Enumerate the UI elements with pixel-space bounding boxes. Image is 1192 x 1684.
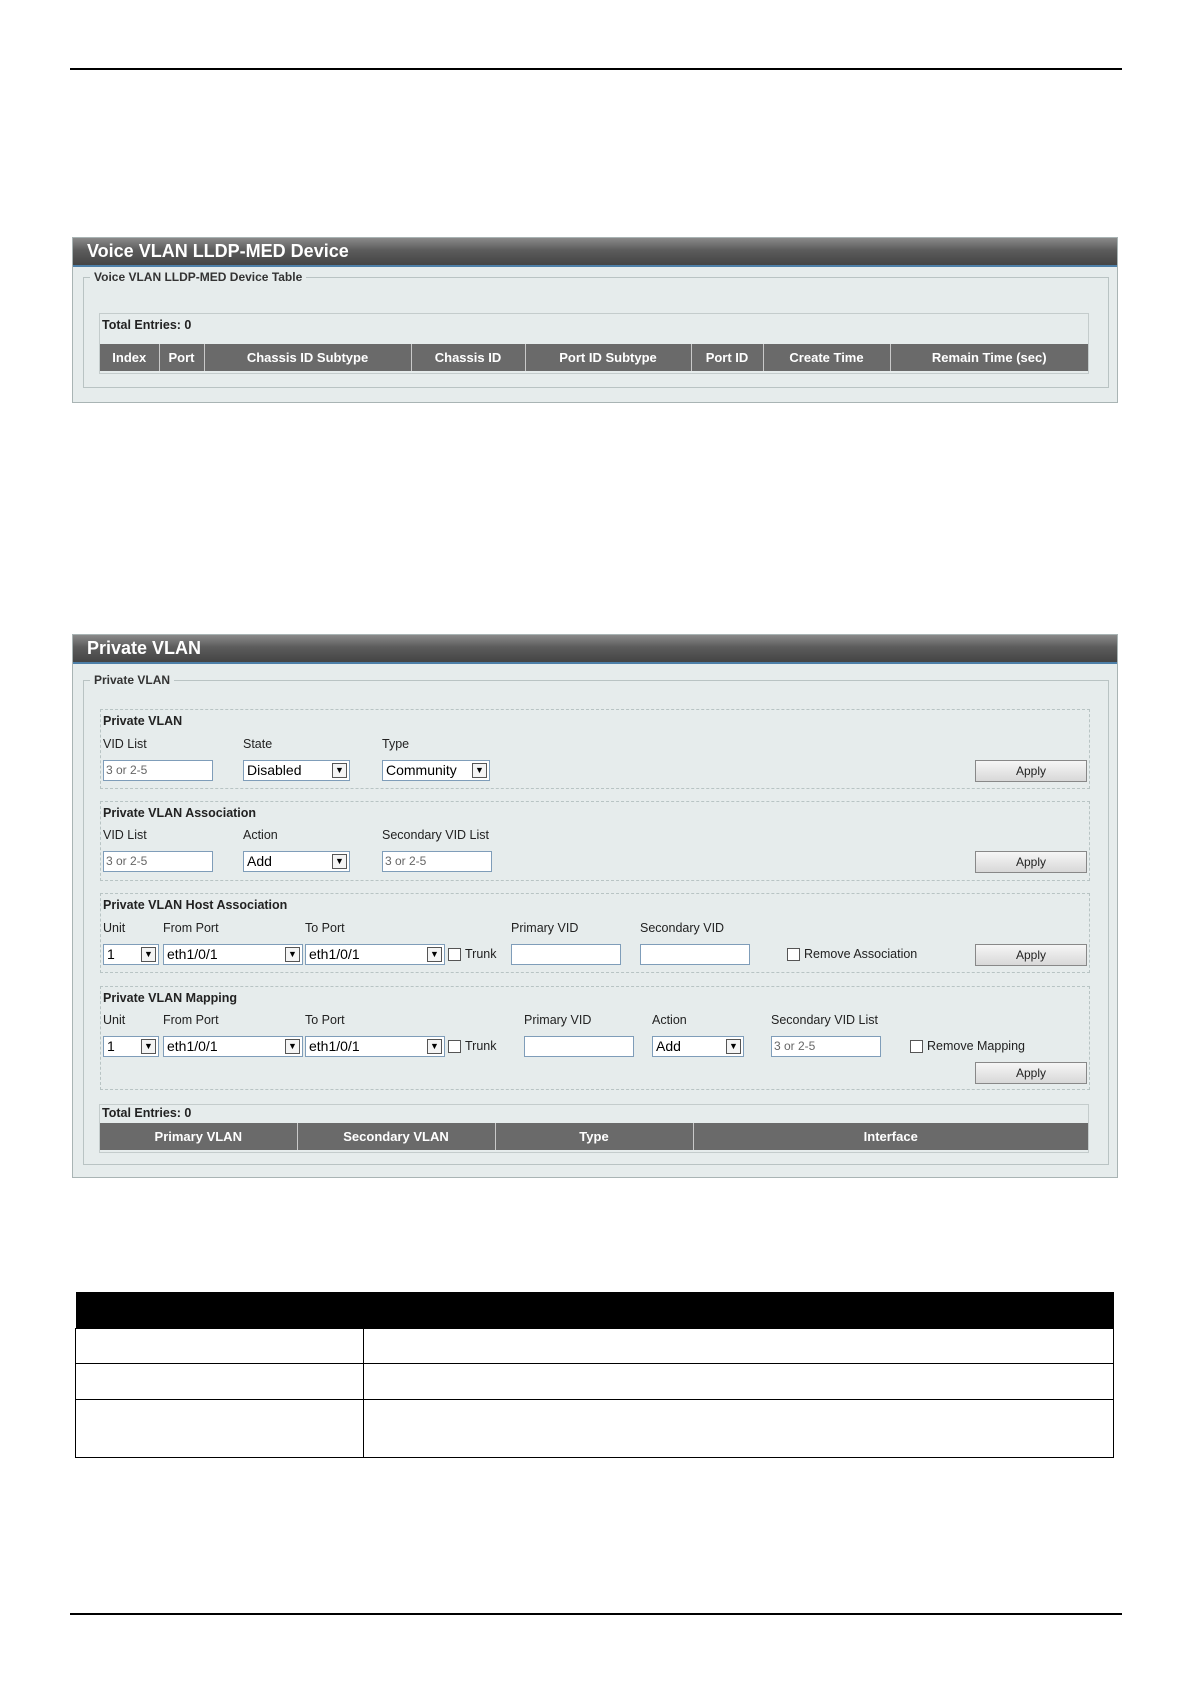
apply-button[interactable]: Apply bbox=[975, 851, 1087, 873]
trunk-label: Trunk bbox=[465, 1039, 497, 1053]
action-label: Action bbox=[652, 1013, 687, 1027]
column-header-interface: Interface bbox=[693, 1123, 1088, 1150]
column-header-port-id: Port ID bbox=[691, 344, 763, 371]
table-cell bbox=[364, 1329, 1114, 1364]
vid-list-label: VID List bbox=[103, 828, 147, 842]
voice-vlan-table-header bbox=[100, 344, 1088, 371]
private-vlan-mapping-section bbox=[100, 986, 1090, 1090]
column-header-chassis-id-subtype: Chassis ID Subtype bbox=[204, 344, 411, 371]
column-header-port-id-subtype: Port ID Subtype bbox=[525, 344, 691, 371]
remove-association-label: Remove Association bbox=[804, 947, 918, 961]
to-port-label: To Port bbox=[305, 921, 345, 935]
type-label: Type bbox=[382, 737, 410, 751]
type-select-value: Community bbox=[386, 762, 457, 778]
private-vlan-table bbox=[99, 1104, 1089, 1153]
to-port-label: To Port bbox=[305, 1013, 345, 1027]
footer-rule bbox=[70, 1613, 1122, 1615]
table-cell bbox=[76, 1329, 364, 1364]
secondary-vid-label: Secondary VID bbox=[640, 921, 725, 935]
secondary-vid-list-input[interactable]: 3 or 2-5 bbox=[771, 1036, 881, 1057]
column-header-primary-vlan: Primary VLAN bbox=[100, 1123, 297, 1150]
apply-button[interactable]: Apply bbox=[975, 760, 1087, 782]
chevron-down-icon: ▼ bbox=[285, 1039, 300, 1054]
table-row bbox=[76, 1329, 1114, 1364]
chevron-down-icon: ▼ bbox=[332, 763, 347, 778]
primary-vid-label: Primary VID bbox=[511, 921, 579, 935]
column-header-chassis-id: Chassis ID bbox=[411, 344, 525, 371]
secondary-vid-list-label: Secondary VID List bbox=[771, 1013, 878, 1027]
table-cell bbox=[364, 1400, 1114, 1458]
trunk-checkbox[interactable] bbox=[448, 948, 461, 961]
primary-vid-input[interactable] bbox=[524, 1036, 634, 1057]
voice-vlan-table bbox=[99, 313, 1089, 374]
unit-select-value: 1 bbox=[107, 946, 115, 962]
from-port-select-value: eth1/0/1 bbox=[167, 1038, 218, 1054]
fieldset-legend: Voice VLAN LLDP-MED Device Table bbox=[94, 270, 303, 284]
column-header-port: Port bbox=[159, 344, 204, 371]
apply-button[interactable]: Apply bbox=[975, 1062, 1087, 1084]
table-row bbox=[76, 1400, 1114, 1458]
private-vlan-host-association-section bbox=[100, 893, 1090, 973]
column-header-secondary-vlan: Secondary VLAN bbox=[297, 1123, 495, 1150]
state-select-value: Disabled bbox=[247, 762, 302, 778]
unit-label: Unit bbox=[103, 1013, 126, 1027]
private-vlan-association-section bbox=[100, 801, 1090, 881]
to-port-select-value: eth1/0/1 bbox=[309, 946, 360, 962]
table-cell bbox=[364, 1364, 1114, 1400]
total-entries: Total Entries: 0 bbox=[102, 1106, 192, 1120]
chevron-down-icon: ▼ bbox=[472, 763, 487, 778]
unit-select[interactable] bbox=[103, 1036, 159, 1057]
table-cell bbox=[76, 1364, 364, 1400]
chevron-down-icon: ▼ bbox=[427, 947, 442, 962]
primary-vid-input[interactable] bbox=[511, 944, 621, 965]
to-port-select[interactable] bbox=[305, 1036, 445, 1057]
unit-select-value: 1 bbox=[107, 1038, 115, 1054]
section-title: Private VLAN Mapping bbox=[103, 991, 238, 1005]
secondary-vid-list-label: Secondary VID List bbox=[382, 828, 489, 842]
section-title: Private VLAN Association bbox=[103, 806, 257, 820]
column-header-create-time: Create Time bbox=[763, 344, 890, 371]
apply-button[interactable]: Apply bbox=[975, 944, 1087, 966]
table-header-row bbox=[76, 1292, 1114, 1329]
panel-title: Private VLAN bbox=[73, 635, 1117, 664]
remove-association-checkbox[interactable] bbox=[787, 948, 800, 961]
fieldset-legend: Private VLAN bbox=[94, 673, 171, 687]
trunk-checkbox[interactable] bbox=[448, 1040, 461, 1053]
private-vlan-table-header bbox=[100, 1123, 1088, 1150]
chevron-down-icon: ▼ bbox=[427, 1039, 442, 1054]
action-select-value: Add bbox=[247, 853, 272, 869]
table-header-cell bbox=[364, 1292, 1114, 1329]
unit-select[interactable] bbox=[103, 944, 159, 965]
from-port-select-value: eth1/0/1 bbox=[167, 946, 218, 962]
secondary-vid-input[interactable] bbox=[640, 944, 750, 965]
from-port-label: From Port bbox=[163, 921, 219, 935]
table-row bbox=[76, 1364, 1114, 1400]
total-entries: Total Entries: 0 bbox=[102, 318, 192, 332]
from-port-label: From Port bbox=[163, 1013, 219, 1027]
from-port-select[interactable] bbox=[163, 1036, 303, 1057]
chevron-down-icon: ▼ bbox=[285, 947, 300, 962]
parameter-description-table bbox=[75, 1292, 1114, 1458]
remove-mapping-checkbox[interactable] bbox=[910, 1040, 923, 1053]
remove-mapping-label: Remove Mapping bbox=[927, 1039, 1025, 1053]
header-rule bbox=[70, 68, 1122, 70]
table-header-cell bbox=[76, 1292, 364, 1329]
unit-label: Unit bbox=[103, 921, 126, 935]
section-title: Private VLAN bbox=[103, 714, 183, 728]
action-label: Action bbox=[243, 828, 278, 842]
trunk-label: Trunk bbox=[465, 947, 497, 961]
to-port-select[interactable] bbox=[305, 944, 445, 965]
column-header-index: Index bbox=[100, 344, 159, 371]
secondary-vid-list-input[interactable]: 3 or 2-5 bbox=[382, 851, 492, 872]
chevron-down-icon: ▼ bbox=[726, 1039, 741, 1054]
column-header-remain-time: Remain Time (sec) bbox=[890, 344, 1088, 371]
from-port-select[interactable] bbox=[163, 944, 303, 965]
state-select[interactable] bbox=[243, 760, 350, 781]
vid-list-label: VID List bbox=[103, 737, 147, 751]
state-label: State bbox=[243, 737, 273, 751]
type-select[interactable] bbox=[382, 760, 490, 781]
column-header-type: Type bbox=[495, 1123, 693, 1150]
vid-list-input[interactable]: 3 or 2-5 bbox=[103, 760, 213, 781]
chevron-down-icon: ▼ bbox=[141, 1039, 156, 1054]
action-select[interactable] bbox=[243, 851, 350, 872]
to-port-select-value: eth1/0/1 bbox=[309, 1038, 360, 1054]
voice-vlan-lldp-med-panel bbox=[72, 237, 1118, 403]
panel-title: Voice VLAN LLDP-MED Device bbox=[73, 238, 1117, 267]
private-vlan-panel bbox=[72, 634, 1118, 1178]
section-title: Private VLAN Host Association bbox=[103, 898, 288, 912]
primary-vid-label: Primary VID bbox=[524, 1013, 592, 1027]
private-vlan-section bbox=[100, 709, 1090, 789]
action-select-value: Add bbox=[656, 1038, 681, 1054]
table-cell bbox=[76, 1400, 364, 1458]
chevron-down-icon: ▼ bbox=[332, 854, 347, 869]
chevron-down-icon: ▼ bbox=[141, 947, 156, 962]
vid-list-input[interactable]: 3 or 2-5 bbox=[103, 851, 213, 872]
action-select[interactable] bbox=[652, 1036, 744, 1057]
